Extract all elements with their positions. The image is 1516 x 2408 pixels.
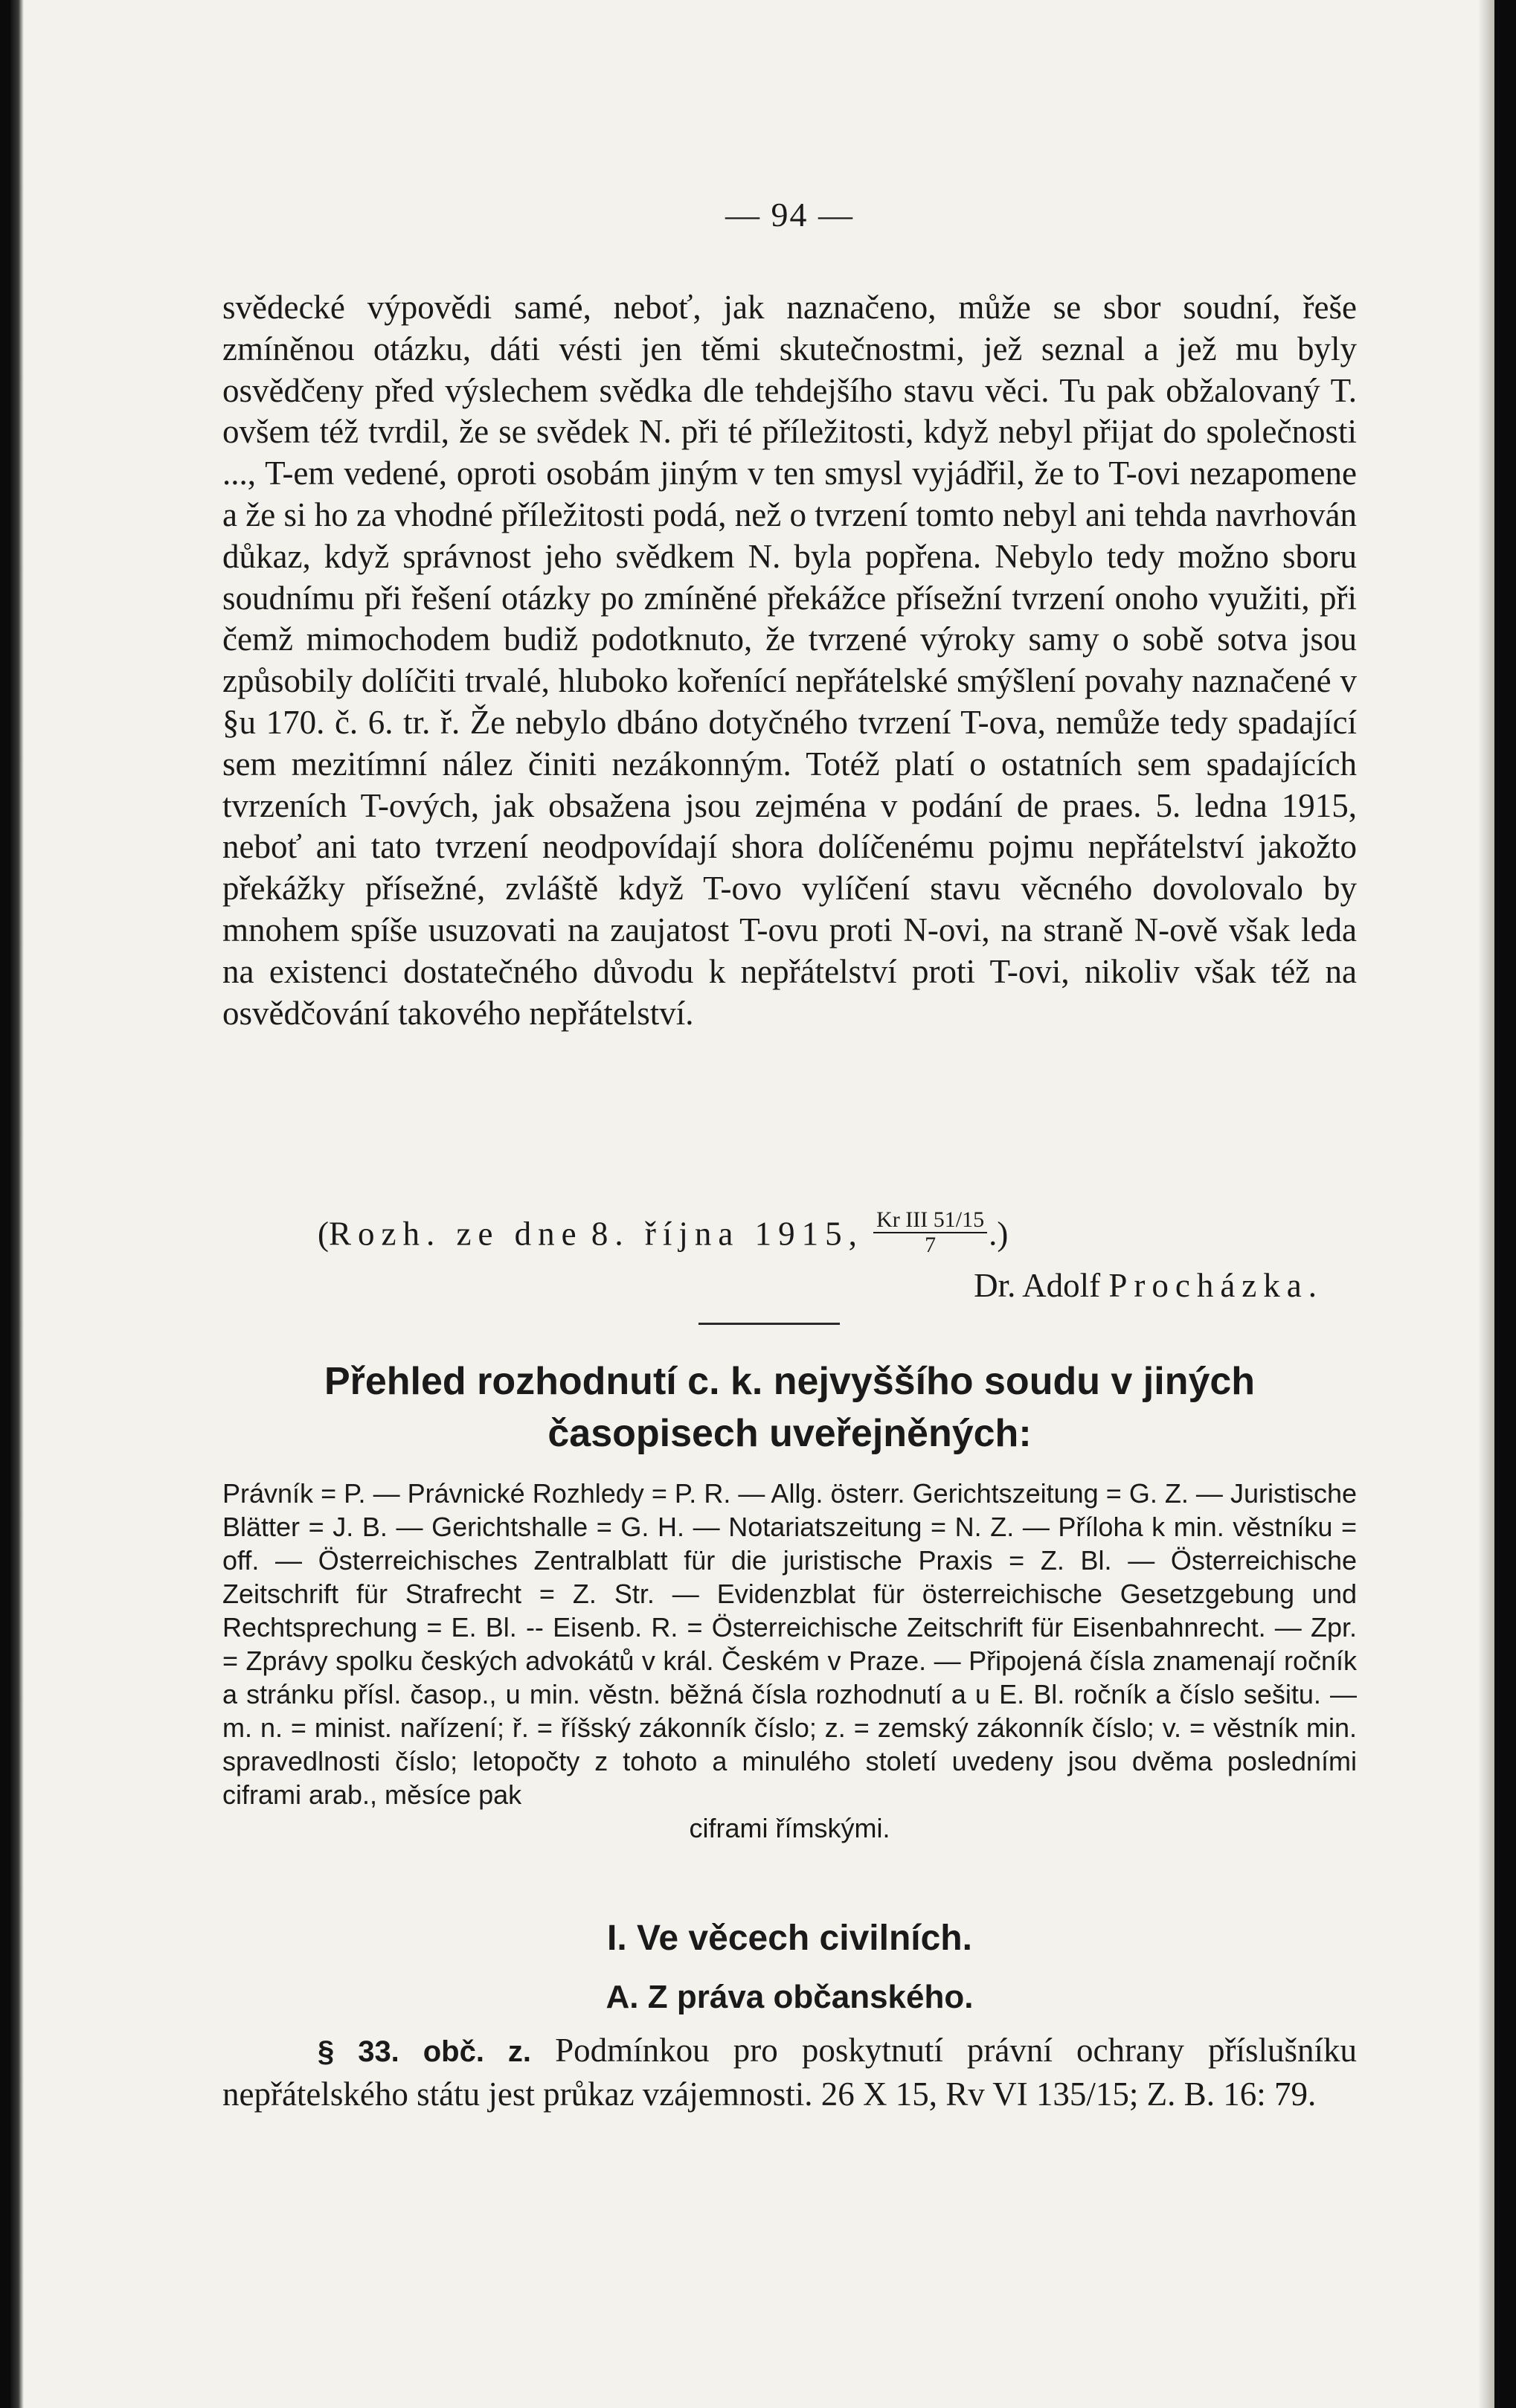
page-spine-shadow — [10, 0, 24, 2408]
entry-reference: § 33. obč. z. — [318, 2035, 532, 2068]
abbreviations-main: Právník = P. — Právnické Rozhledy = P. R. — Allg. österr. Gerichtszeitung = G. Z. — Juristische Blätter = J. B. — Gerichtshalle = G. H. — Notariatszeitung = N. Z. — Příloha k min. věstníku = off. — Österreichisches Zentralblatt für die juristische Praxis = Z. Bl. — Österreichische Zeitschrift für Strafrecht = Z. Str. — Evidenzblat für österreichische Gesetzgebung und Rechtsprechung = E. Bl. -- Eisenb. R. = Österreichische Zeitschrift für Eisenbahnrecht. — Zpr. = Zprávy spolku českých advokátů v král. Českém v Praze. — Připojená čísla znamenají ročník a stránku přísl. časop., u min. věstn. běžná čísla rozhodnutí a u E. Bl. ročník a číslo sešitu. — m. n. = minist. nařízení; ř. = říšský zákonník číslo; z. = zemský zákonník číslo; v. = věstník min. spravedlnosti číslo; letopočty z tohoto a minulého století uvedeny jsou dvěma posledními ciframi arab., měsíce pak — [222, 1478, 1357, 1810]
signature-surname: Procházka. — [1108, 1267, 1323, 1304]
body-text: svědecké výpovědi samé, neboť, jak naznačeno, může se sbor soudní, řeše zmíněnou otázku, dáti vésti jen těmi skutečnostmi, jež seznal a jež mu byly osvědčeny před výslechem svědka dle tehdejšího stavu věci. Tu pak obžalovaný T. ovšem též tvrdil, že se svědek N. při té příležitosti, když nebyl přijat do společnosti ..., T-em vedené, oproti osobám jiným v ten smysl vyjádřil, že to T-ovi nezapomene a že si ho za vhodné příležitosti podá, než o tvrzení tomto nebyl ani tehda navrhován důkaz, když správnost jeho svědkem N. byla popřena. Nebylo tedy možno sboru soudnímu při řešení otázky po zmíněné překážce přísežní tvrzení onoho využiti, při čemž mimochodem budiž podotknuto, že tvrzené výroky samy o sobě sotva jsou způsobily dolíčiti trvalé, hluboko kořenící nepřátelské smýšlení povahy naznačené v §u 170. č. 6. tr. ř. Že nebylo dbáno dotyčného tvrzení T-ova, nemůže tedy spadající sem mezitímní nález činiti nezákonným. Totéž platí o ostatních sem spadajících tvrzeních T-ových, jak obsažena jsou zejména v podání de praes. 5. ledna 1915, neboť ani tato tvrzení neodpovídají shora dolíčenému pojmu nepřátelství jakožto překážky přísežné, zvláště když T-ovo vylíčení stavu věcného dovolovalo by mnohem spíše usuzovati na zaujatost T-ovu proti N-ovi, na straně N-ově však leda na existenci dostatečného důvodu k nepřátelství proti T-ovi, nikoliv však též na osvědčování takového nepřátelství. — [222, 289, 1357, 1032]
overview-heading — [222, 1355, 1357, 1460]
citation-open: ( — [318, 1215, 329, 1253]
section-divider — [698, 1323, 840, 1325]
page-number: — 94 — — [725, 196, 854, 234]
book-page — [10, 0, 1494, 2408]
signature-prefix: Dr. Adolf — [974, 1267, 1101, 1304]
decision-entry — [222, 2029, 1357, 2116]
citation-date: 8. října 1915, — [591, 1215, 864, 1253]
abbreviations-legend — [222, 1477, 1357, 1845]
page-edge-shadow — [1478, 0, 1494, 2408]
case-number-fraction — [873, 1208, 987, 1257]
heading-line-1: Přehled rozhodnutí c. k. nejvyššího soudu v jiných — [324, 1360, 1256, 1403]
section-title: I. Ve věcech civilních. — [607, 1919, 972, 1958]
heading-line-2: časopisech uveřejněných: — [547, 1412, 1032, 1455]
author-signature — [222, 1265, 1323, 1306]
entry-text: Podmínkou pro poskytnutí právní ochrany příslušníku nepřátelského státu jest průkaz vzájemnosti. 26 X 15, Rv VI 135/15; Z. B. 16: 79. — [222, 2032, 1358, 2113]
citation-close: .) — [989, 1215, 1009, 1253]
case-number-numerator: Kr III 51/15 — [873, 1208, 987, 1233]
subsection-title: A. Z práva občanského. — [606, 1979, 974, 2015]
abbreviations-last-line: ciframi římskými. — [689, 1813, 890, 1843]
body-paragraph — [222, 287, 1357, 1034]
case-number-denominator: 7 — [925, 1233, 937, 1257]
decision-citation — [318, 1207, 1009, 1262]
citation-label: Rozh. ze dne — [329, 1215, 583, 1253]
